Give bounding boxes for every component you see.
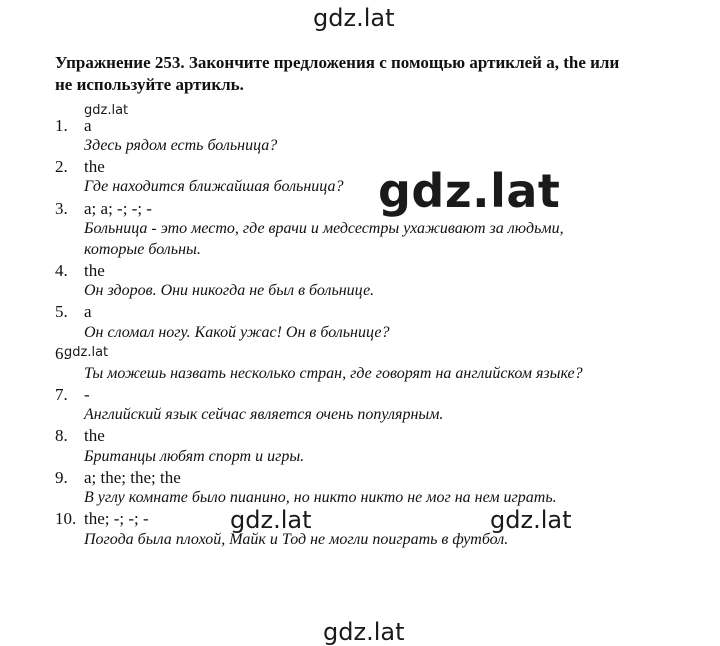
watermark-lower-right: gdz.lat [490,506,572,534]
item-answer: the; -; -; - [84,509,149,528]
item-translation-continued: которые больны. [84,241,201,258]
item-number: 6. [55,344,68,363]
item-number: 1. [55,116,68,135]
item-number: 5. [55,302,68,321]
item-answer: a [84,116,92,135]
watermark-large-center: gdz.lat [378,164,561,218]
item-number: 10. [55,509,77,528]
item-translation: Он сломал ногу. Какой ужас! Он в больнице? [84,324,390,341]
item-translation: Ты можешь назвать несколько стран, где говорят на английском языке? [84,365,583,382]
item-translation: В углу комнате было пианино, но никто никто не мог на нем играть. [84,489,557,506]
item-number: 2. [55,157,68,176]
exercise-title-line-1: Упражнение 253. Закончите предложения с помощью артиклей a, the или [55,53,620,72]
item-number: 3. [55,199,68,218]
item-translation: Погода была плохой, Майк и Тод не могли поиграть в футбол. [84,531,509,548]
item-translation: Английский язык сейчас является очень популярным. [84,406,444,423]
item-translation: Где находится ближайшая больница? [84,178,344,195]
item-answer: a [84,302,92,321]
watermark-small-middle: gdz.lat [64,345,109,360]
item-answer: the [84,426,105,445]
item-answer: a; the; the; the [84,468,181,487]
item-number: 7. [55,385,68,404]
watermark-lower-left: gdz.lat [230,506,312,534]
item-translation: Он здоров. Они никогда не был в больнице. [84,282,375,299]
watermark-bottom: gdz.lat [323,618,405,646]
item-translation: Британцы любят спорт и игры. [84,448,305,465]
exercise-title-line-2: не используйте артикль. [55,75,244,94]
exercise-title [55,52,675,96]
item-answer: the [84,261,105,280]
item-number: 9. [55,468,68,487]
watermark-top: gdz.lat [313,4,395,32]
item-answer: the [84,157,105,176]
item-number: 8. [55,426,68,445]
watermark-small-upper: gdz.lat [84,103,129,118]
item-translation: Здесь рядом есть больница? [84,137,278,154]
item-translation: Больница - это место, где врачи и медсестры ухаживают за людьми, [84,220,564,237]
item-answer: - [84,385,90,404]
item-answer: a; a; -; -; - [84,199,152,218]
item-number: 4. [55,261,68,280]
